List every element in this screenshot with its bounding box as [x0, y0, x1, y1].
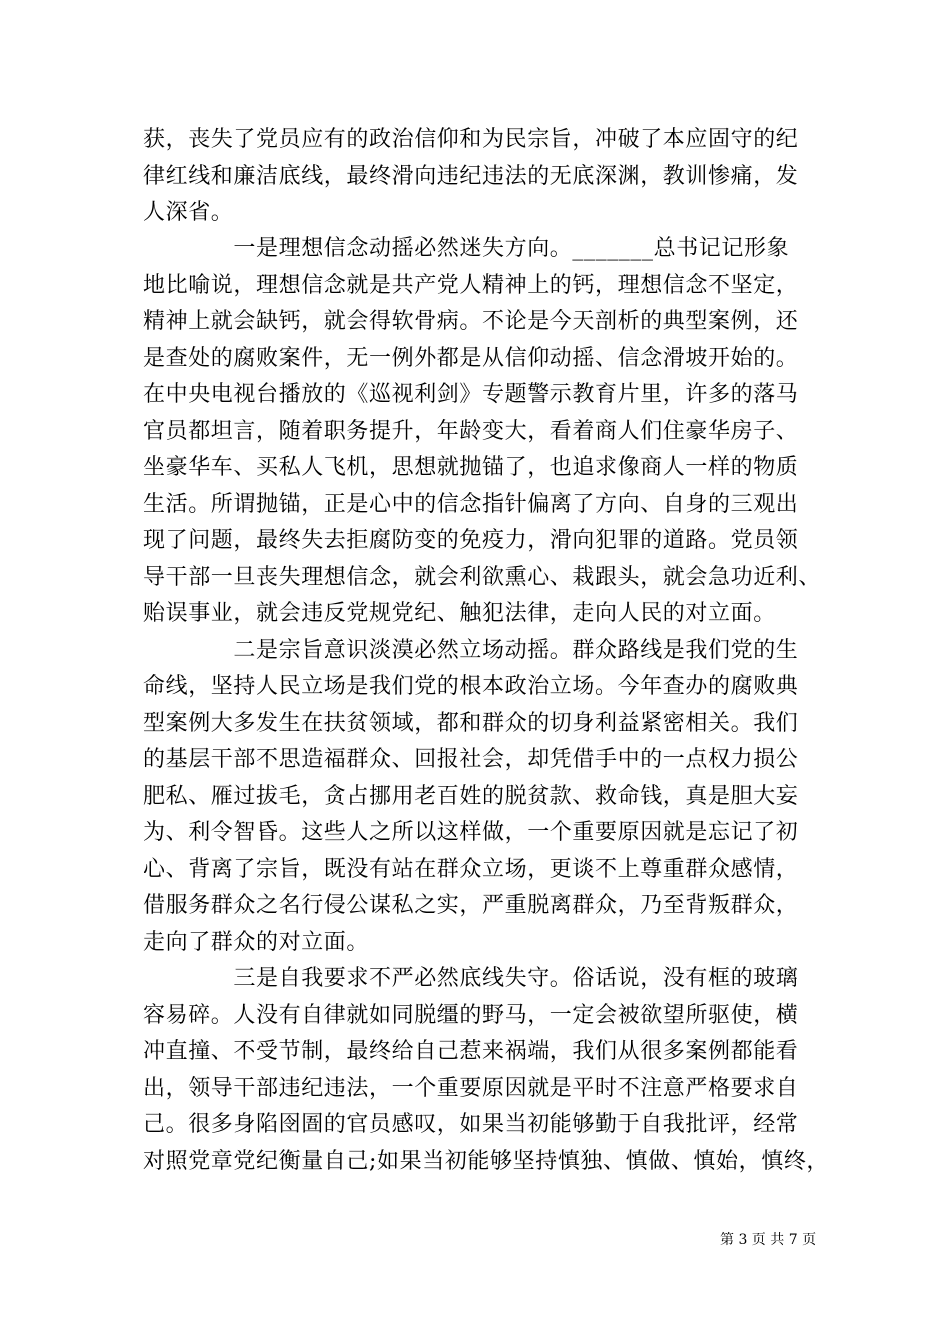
text-line: 三是自我要求不严必然底线失守。俗话说，没有框的玻璃 [143, 966, 799, 991]
text-line: 容易碎。人没有自律就如同脱缰的野马，一定会被欲望所驱使，横 [143, 1003, 799, 1028]
text-line: 坐豪华车、买私人飞机，思想就抛锚了，也追求像商人一样的物质 [143, 455, 799, 480]
text-line: 二是宗旨意识淡漠必然立场动摇。群众路线是我们党的生 [143, 638, 799, 663]
text-line: 官员都坦言，随着职务提升，年龄变大，看着商人们住豪华房子、 [143, 419, 799, 444]
text-line: 出，领导干部违纪违法，一个重要原因就是平时不注意严格要求自 [143, 1076, 799, 1101]
text-line: 导干部一旦丧失理想信念，就会利欲熏心、栽跟头，就会急功近利、 [143, 565, 822, 590]
text-line: 地比喻说，理想信念就是共产党人精神上的钙，理想信念不坚定， [143, 273, 799, 298]
text-line: 为、利令智昏。这些人之所以这样做，一个重要原因就是忘记了初 [143, 820, 799, 845]
text-line: 精神上就会缺钙，就会得软骨病。不论是今天剖析的典型案例，还 [143, 309, 799, 334]
text-line: 型案例大多发生在扶贫领域，都和群众的切身利益紧密相关。我们 [143, 711, 799, 736]
text-line: 肥私、雁过拔毛，贪占挪用老百姓的脱贫款、救命钱，真是胆大妄 [143, 784, 799, 809]
text-line: 走向了群众的对立面。 [143, 930, 370, 955]
text-line: 心、背离了宗旨，既没有站在群众立场，更谈不上尊重群众感情， [143, 857, 799, 882]
text-line: 冲直撞、不受节制，最终给自己惹来祸端，我们从很多案例都能看 [143, 1039, 799, 1064]
text-line: 在中央电视台播放的《巡视利剑》专题警示教育片里，许多的落马 [143, 382, 799, 407]
text-line: 己。很多身陷囹圄的官员感叹，如果当初能够勤于自我批评，经常 [143, 1112, 799, 1137]
text-line: 律红线和廉洁底线，最终滑向违纪违法的无底深渊，教训惨痛，发 [143, 164, 799, 189]
text-line: 命线，坚持人民立场是我们党的根本政治立场。今年查办的腐败典 [143, 674, 799, 699]
text-line: 获，丧失了党员应有的政治信仰和为民宗旨，冲破了本应固守的纪 [143, 127, 799, 152]
text-line: 借服务群众之名行侵公谋私之实，严重脱离群众，乃至背叛群众， [143, 893, 799, 918]
text-line: 现了问题，最终失去拒腐防变的免疫力，滑向犯罪的道路。党员领 [143, 528, 799, 553]
text-line: 一是理想信念动摇必然迷失方向。_______总书记记形象 [143, 236, 790, 261]
page-number-footer: 第 3 页 共 7 页 [720, 1232, 817, 1248]
text-line: 人深省。 [143, 200, 234, 225]
text-line: 是查处的腐败案件，无一例外都是从信仰动摇、信念滑坡开始的。 [143, 346, 799, 371]
text-line: 贻误事业，就会违反党规党纪、触犯法律，走向人民的对立面。 [143, 601, 776, 626]
text-line: 对照党章党纪衡量自己;如果当初能够坚持慎独、慎做、慎始，慎终， [143, 1149, 830, 1174]
text-line: 的基层干部不思造福群众、回报社会，却凭借手中的一点权力损公 [143, 747, 799, 772]
text-line: 生活。所谓抛锚，正是心中的信念指针偏离了方向、自身的三观出 [143, 492, 799, 517]
